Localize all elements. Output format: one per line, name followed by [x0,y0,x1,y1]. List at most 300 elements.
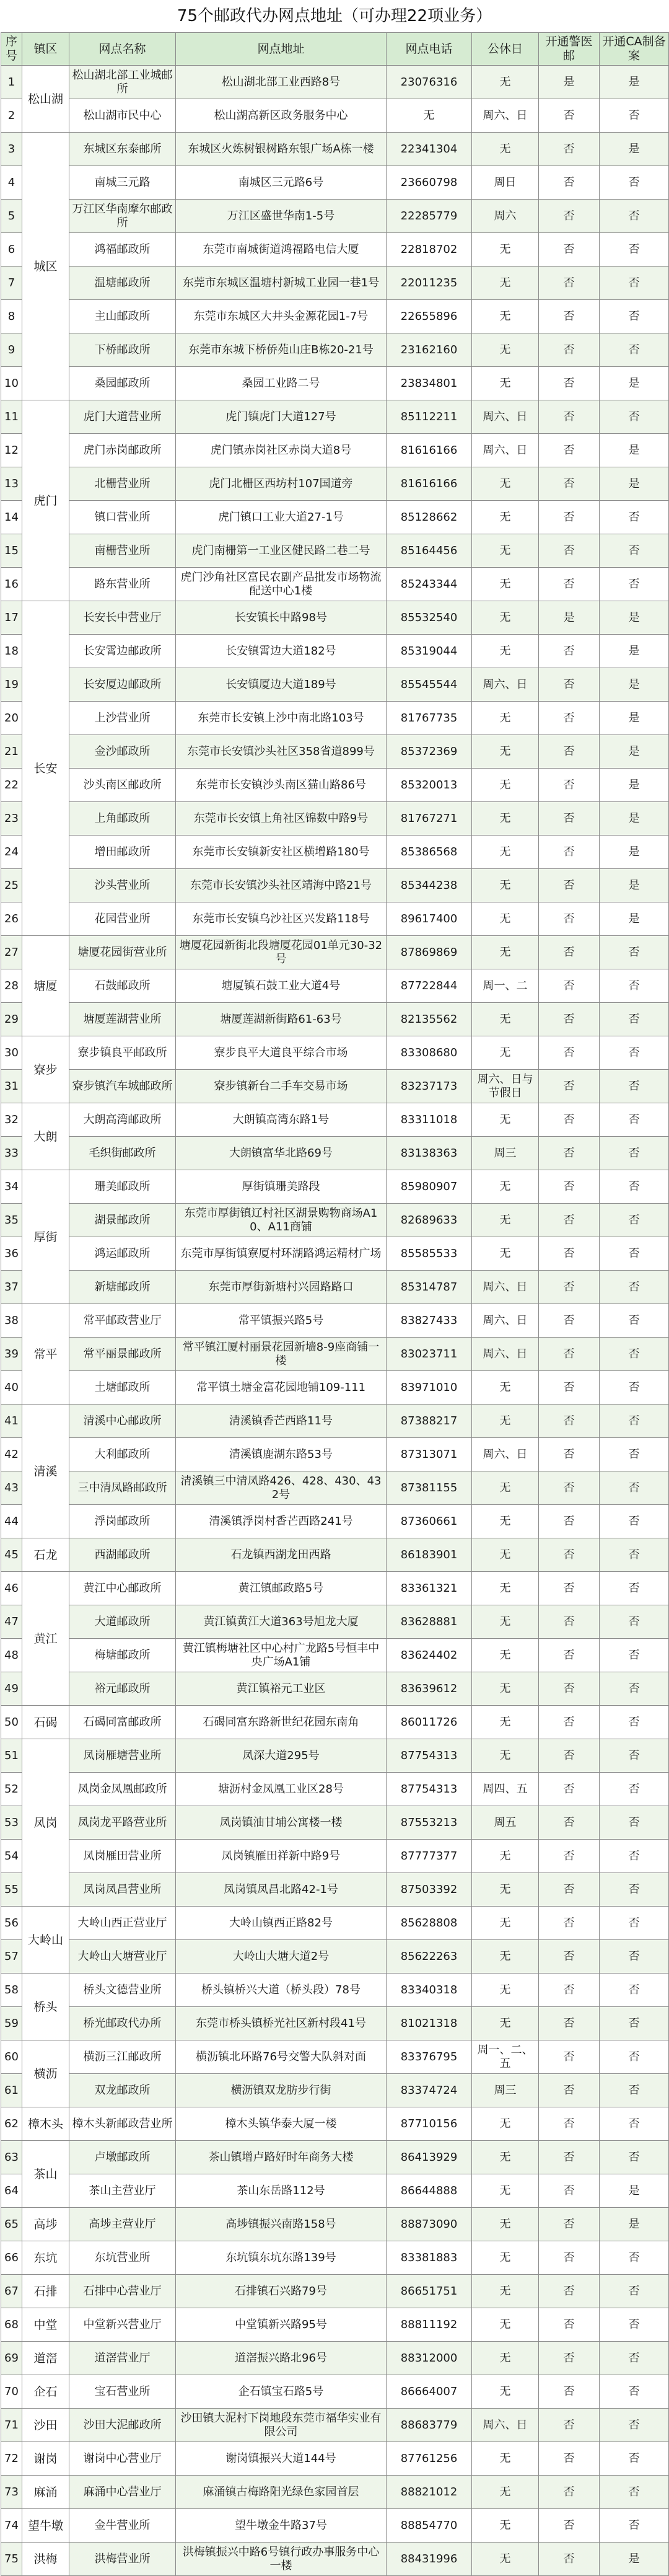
cell-phone: 86011726 [387,1706,472,1739]
cell-phone: 88821012 [387,2476,472,2509]
cell-ca-filing: 是 [600,635,669,668]
cell-police-medical-post: 否 [539,769,600,802]
cell-outlet-name: 洪梅营业所 [69,2543,176,2576]
cell-outlet-name: 桥头文德营业所 [69,1974,176,2007]
cell-ca-filing: 是 [600,702,669,735]
cell-address: 大岭山大塘大道2号 [176,1940,387,1974]
cell-ca-filing: 否 [600,2375,669,2409]
cell-seq: 53 [1,1806,22,1840]
cell-address: 塘厦镇石鼓工业大道4号 [176,969,387,1003]
cell-closed-days: 无 [472,2275,539,2308]
cell-closed-days: 无 [472,1405,539,1438]
cell-seq: 13 [1,467,22,501]
cell-ca-filing: 否 [600,1806,669,1840]
cell-police-medical-post: 否 [539,133,600,166]
cell-outlet-name: 横沥三江邮政所 [69,2040,176,2074]
cell-phone: 22341304 [387,133,472,166]
cell-seq: 15 [1,534,22,568]
cell-address: 东莞市桥头镇桥光社区新村段41号 [176,2007,387,2040]
cell-outlet-name: 毛织街邮政所 [69,1137,176,1170]
cell-police-medical-post: 否 [539,267,600,300]
cell-seq: 60 [1,2040,22,2074]
cell-closed-days: 周六、日 [472,668,539,702]
cell-seq: 30 [1,1036,22,1070]
table-row [1,2409,669,2442]
cell-closed-days: 无 [472,267,539,300]
cell-seq: 14 [1,501,22,534]
cell-phone: 83971010 [387,1371,472,1405]
table-row [1,902,669,936]
table-row [1,735,669,769]
cell-seq: 47 [1,1605,22,1639]
cell-closed-days: 无 [472,2174,539,2208]
cell-closed-days: 无 [472,233,539,267]
table-row [1,434,669,467]
cell-address: 南城区三元路6号 [176,166,387,200]
cell-phone: 23834801 [387,367,472,400]
cell-address: 东莞市长安镇上沙中南北路103号 [176,702,387,735]
cell-outlet-name: 松山湖北部工业城邮所 [69,66,176,99]
cell-phone: 85164456 [387,534,472,568]
cell-ca-filing: 是 [600,133,669,166]
cell-phone: 85532540 [387,601,472,635]
header-closed-days: 公休日 [472,33,539,66]
cell-seq: 70 [1,2375,22,2409]
cell-police-medical-post: 否 [539,702,600,735]
cell-ca-filing: 否 [600,2007,669,2040]
cell-outlet-name: 石鼓邮政所 [69,969,176,1003]
table-row [1,2308,669,2342]
cell-ca-filing: 否 [600,1639,669,1672]
cell-outlet-name: 东城区东泰邮所 [69,133,176,166]
cell-seq: 44 [1,1505,22,1538]
cell-closed-days: 无 [472,2007,539,2040]
cell-seq: 26 [1,902,22,936]
cell-ca-filing: 否 [600,1605,669,1639]
cell-police-medical-post: 否 [539,836,600,869]
cell-seq: 18 [1,635,22,668]
table-row [1,1940,669,1974]
cell-closed-days: 无 [472,1639,539,1672]
cell-ca-filing: 否 [600,1840,669,1873]
cell-police-medical-post: 否 [539,1840,600,1873]
cell-phone: 83138363 [387,1137,472,1170]
cell-ca-filing: 否 [600,2308,669,2342]
cell-police-medical-post: 否 [539,1806,600,1840]
cell-ca-filing: 否 [600,1271,669,1304]
cell-outlet-name: 土塘邮政所 [69,1371,176,1405]
cell-seq: 67 [1,2275,22,2308]
cell-ca-filing: 否 [600,200,669,233]
cell-outlet-name: 大朗高湾邮政所 [69,1103,176,1137]
cell-police-medical-post: 否 [539,1505,600,1538]
cell-address: 虎门南栅第一工业区健民路二巷二号 [176,534,387,568]
cell-district: 茶山 [22,2141,69,2208]
cell-phone: 87722844 [387,969,472,1003]
cell-police-medical-post: 否 [539,2107,600,2141]
cell-seq: 38 [1,1304,22,1338]
cell-address: 黄江镇裕元工业区 [176,1672,387,1706]
table-row [1,1137,669,1170]
cell-phone: 22655896 [387,300,472,333]
cell-phone: 85243344 [387,568,472,601]
cell-ca-filing: 否 [600,1974,669,2007]
cell-closed-days: 无 [472,1505,539,1538]
cell-phone: 22818702 [387,233,472,267]
cell-phone: 83340318 [387,1974,472,2007]
cell-outlet-name: 塘厦花园街营业所 [69,936,176,969]
cell-address: 东莞市厚街镇寮厦村环湖路鸿运精材广场 [176,1237,387,1271]
cell-district: 大岭山 [22,1907,69,1974]
cell-address: 东莞市东城区大井头金源花园1-7号 [176,300,387,333]
cell-phone: 85128662 [387,501,472,534]
cell-district: 樟木头 [22,2107,69,2141]
table-row [1,2040,669,2074]
cell-police-medical-post: 否 [539,2208,600,2241]
cell-police-medical-post: 否 [539,534,600,568]
cell-ca-filing: 否 [600,1003,669,1036]
cell-outlet-name: 长安霄边邮政所 [69,635,176,668]
cell-district: 大朗 [22,1103,69,1170]
cell-phone: 81767271 [387,802,472,836]
cell-outlet-name: 镇口营业所 [69,501,176,534]
table-row [1,2342,669,2375]
cell-seq: 64 [1,2174,22,2208]
cell-police-medical-post: 否 [539,400,600,434]
cell-outlet-name: 鸿运邮政所 [69,1237,176,1271]
cell-district: 企石 [22,2375,69,2409]
cell-ca-filing: 否 [600,1438,669,1471]
cell-seq: 61 [1,2074,22,2107]
cell-closed-days: 周六、日 [472,1438,539,1471]
cell-phone: 88683779 [387,2409,472,2442]
cell-police-medical-post: 否 [539,1137,600,1170]
cell-police-medical-post: 否 [539,1271,600,1304]
table-row [1,1672,669,1706]
cell-closed-days: 无 [472,836,539,869]
cell-police-medical-post: 否 [539,1873,600,1907]
cell-closed-days: 周六、日 [472,400,539,434]
table-row [1,300,669,333]
cell-phone: 无 [387,99,472,133]
cell-address: 横沥镇双龙肪步行街 [176,2074,387,2107]
table-row [1,1840,669,1873]
cell-phone: 88854770 [387,2509,472,2543]
cell-seq: 65 [1,2208,22,2241]
cell-address: 东莞市东城区温塘村新城工业园一巷1号 [176,267,387,300]
cell-police-medical-post: 否 [539,2007,600,2040]
table-row [1,1438,669,1471]
cell-outlet-name: 西湖邮政所 [69,1538,176,1572]
cell-closed-days: 无 [472,769,539,802]
cell-outlet-name: 塘厦莲湖营业所 [69,1003,176,1036]
cell-outlet-name: 凤岗凤昌营业所 [69,1873,176,1907]
cell-district: 厚街 [22,1170,69,1304]
cell-district: 高埗 [22,2208,69,2241]
cell-outlet-name: 凤岗雁塘营业所 [69,1739,176,1773]
cell-police-medical-post: 否 [539,668,600,702]
cell-ca-filing: 否 [600,1137,669,1170]
cell-seq: 58 [1,1974,22,2007]
table-row [1,400,669,434]
table-row [1,1204,669,1237]
cell-address: 中堂镇新兴路95号 [176,2308,387,2342]
table-row [1,936,669,969]
cell-phone: 87761256 [387,2442,472,2476]
cell-outlet-name: 高埗主营业厅 [69,2208,176,2241]
table-row [1,267,669,300]
cell-outlet-name: 长安厦边邮政所 [69,668,176,702]
cell-ca-filing: 否 [600,2342,669,2375]
cell-phone: 83624402 [387,1639,472,1672]
cell-police-medical-post: 否 [539,635,600,668]
cell-closed-days: 无 [472,1873,539,1907]
cell-ca-filing: 否 [600,1739,669,1773]
cell-ca-filing: 否 [600,1505,669,1538]
cell-closed-days: 无 [472,635,539,668]
cell-seq: 73 [1,2476,22,2509]
cell-police-medical-post: 否 [539,2141,600,2174]
cell-phone: 83827433 [387,1304,472,1338]
table-row [1,836,669,869]
cell-police-medical-post: 否 [539,1639,600,1672]
cell-phone: 87777377 [387,1840,472,1873]
cell-police-medical-post: 否 [539,1773,600,1806]
cell-closed-days: 无 [472,2141,539,2174]
cell-ca-filing: 否 [600,1338,669,1371]
cell-seq: 31 [1,1070,22,1103]
table-row [1,2107,669,2141]
cell-seq: 42 [1,1438,22,1471]
cell-address: 凤岗镇凤昌北路42-1号 [176,1873,387,1907]
cell-address: 清溪镇鹿湖东路53号 [176,1438,387,1471]
table-row [1,568,669,601]
cell-closed-days: 周六、日 [472,1271,539,1304]
cell-seq: 75 [1,2543,22,2576]
cell-outlet-name: 沙头营业所 [69,869,176,902]
table-row [1,1572,669,1605]
cell-address: 寮步良平大道良平综合市场 [176,1036,387,1070]
cell-police-medical-post: 否 [539,2275,600,2308]
cell-ca-filing: 否 [600,1070,669,1103]
cell-address: 虎门北栅区西坊村107国道旁 [176,467,387,501]
cell-seq: 69 [1,2342,22,2375]
cell-outlet-name: 东坑营业所 [69,2241,176,2275]
cell-seq: 4 [1,166,22,200]
cell-ca-filing: 否 [600,1471,669,1505]
cell-police-medical-post: 否 [539,1438,600,1471]
cell-outlet-name: 常平邮政营业厅 [69,1304,176,1338]
table-row [1,1003,669,1036]
cell-outlet-name: 大岭山西正营业厅 [69,1907,176,1940]
cell-district: 沙田 [22,2409,69,2442]
cell-ca-filing: 是 [600,434,669,467]
cell-seq: 19 [1,668,22,702]
cell-seq: 11 [1,400,22,434]
cell-ca-filing: 否 [600,501,669,534]
cell-outlet-name: 增田邮政所 [69,836,176,869]
cell-seq: 56 [1,1907,22,1940]
cell-seq: 63 [1,2141,22,2174]
cell-seq: 9 [1,333,22,367]
cell-district: 石龙 [22,1538,69,1572]
cell-ca-filing: 否 [600,1405,669,1438]
cell-address: 凤岗镇油甘埔公寓楼一楼 [176,1806,387,1840]
cell-seq: 34 [1,1170,22,1204]
cell-address: 东莞市长安镇沙头社区靖海中路21号 [176,869,387,902]
cell-outlet-name: 长安长中营业厅 [69,601,176,635]
cell-address: 清溪镇香芒西路11号 [176,1405,387,1438]
table-row [1,601,669,635]
cell-phone: 83628881 [387,1605,472,1639]
cell-police-medical-post: 否 [539,2375,600,2409]
cell-ca-filing: 否 [600,936,669,969]
cell-address: 常平镇江厦村丽景花园新墙8-9座商铺一楼 [176,1338,387,1371]
cell-outlet-name: 凤岗雁田营业所 [69,1840,176,1873]
table-row [1,1505,669,1538]
cell-outlet-name: 宝石营业所 [69,2375,176,2409]
cell-closed-days: 周六、日 [472,2409,539,2442]
table-row [1,467,669,501]
cell-district: 望牛墩 [22,2509,69,2543]
cell-closed-days: 无 [472,2241,539,2275]
cell-address: 桥头镇桥兴大道（桥头段）78号 [176,1974,387,2007]
cell-seq: 23 [1,802,22,836]
cell-phone: 23076316 [387,66,472,99]
cell-police-medical-post: 否 [539,1974,600,2007]
table-row [1,133,669,166]
post-office-table [1,32,669,2576]
cell-police-medical-post: 是 [539,601,600,635]
cell-seq: 62 [1,2107,22,2141]
cell-district: 常平 [22,1304,69,1405]
cell-phone: 22285779 [387,200,472,233]
cell-closed-days: 周一、二、五 [472,2040,539,2074]
cell-police-medical-post: 否 [539,1706,600,1739]
cell-phone: 85980907 [387,1170,472,1204]
cell-police-medical-post: 否 [539,2509,600,2543]
cell-address: 东莞市厚街新塘村兴园路路口 [176,1271,387,1304]
cell-address: 长安镇厦边大道189号 [176,668,387,702]
cell-phone: 87754313 [387,1773,472,1806]
table-row [1,1706,669,1739]
cell-ca-filing: 否 [600,2275,669,2308]
cell-police-medical-post: 否 [539,1471,600,1505]
table-row [1,367,669,400]
cell-address: 桑园工业路二号 [176,367,387,400]
cell-outlet-name: 温塘邮政所 [69,267,176,300]
cell-seq: 3 [1,133,22,166]
cell-address: 虎门镇虎门大道127号 [176,400,387,434]
table-row [1,2375,669,2409]
header-ca-filing: 开通CA制备案 [600,33,669,66]
cell-address: 高埗镇振兴南路158号 [176,2208,387,2241]
table-row [1,333,669,367]
cell-outlet-name: 下桥邮政所 [69,333,176,367]
cell-closed-days: 无 [472,501,539,534]
cell-phone: 85386568 [387,836,472,869]
cell-phone: 81616166 [387,467,472,501]
cell-outlet-name: 主山邮政所 [69,300,176,333]
cell-district: 松山湖 [22,66,69,133]
cell-district: 塘厦 [22,936,69,1036]
cell-ca-filing: 是 [600,467,669,501]
cell-closed-days: 无 [472,1471,539,1505]
cell-ca-filing: 否 [600,2476,669,2509]
cell-ca-filing: 否 [600,1672,669,1706]
cell-police-medical-post: 否 [539,1572,600,1605]
cell-outlet-name: 梅塘邮政所 [69,1639,176,1672]
cell-ca-filing: 是 [600,836,669,869]
cell-outlet-name: 珊美邮政所 [69,1170,176,1204]
cell-seq: 52 [1,1773,22,1806]
table-row [1,501,669,534]
cell-outlet-name: 金沙邮政所 [69,735,176,769]
cell-district: 石碣 [22,1706,69,1739]
cell-seq: 71 [1,2409,22,2442]
cell-seq: 12 [1,434,22,467]
cell-phone: 83381883 [387,2241,472,2275]
cell-ca-filing: 否 [600,1204,669,1237]
cell-outlet-name: 黄江中心邮政所 [69,1572,176,1605]
cell-outlet-name: 虎门大道营业所 [69,400,176,434]
cell-closed-days: 无 [472,534,539,568]
cell-ca-filing: 否 [600,99,669,133]
cell-closed-days: 无 [472,1204,539,1237]
cell-phone: 87710156 [387,2107,472,2141]
cell-closed-days: 无 [472,735,539,769]
cell-police-medical-post: 否 [539,200,600,233]
cell-district: 清溪 [22,1405,69,1538]
cell-seq: 74 [1,2509,22,2543]
cell-closed-days: 无 [472,702,539,735]
cell-address: 常平镇振兴路5号 [176,1304,387,1338]
cell-closed-days: 无 [472,1003,539,1036]
table-row [1,534,669,568]
cell-address: 洪梅镇振兴中路6号镇行政办事服务中心一楼 [176,2543,387,2576]
cell-ca-filing: 否 [600,2409,669,2442]
table-row [1,1739,669,1773]
cell-closed-days: 无 [472,1036,539,1070]
header-row [1,33,669,66]
table-row [1,702,669,735]
cell-seq: 72 [1,2442,22,2476]
cell-district: 长安 [22,601,69,936]
cell-phone: 83374724 [387,2074,472,2107]
cell-phone: 83237173 [387,1070,472,1103]
cell-address: 东莞市长安镇新安社区横增路180号 [176,836,387,869]
cell-address: 塘沥村金凤凰工业区28号 [176,1773,387,1806]
cell-closed-days: 无 [472,568,539,601]
cell-ca-filing: 是 [600,601,669,635]
header-outlet-name: 网点名称 [69,33,176,66]
cell-seq: 40 [1,1371,22,1405]
table-row [1,233,669,267]
cell-ca-filing: 是 [600,367,669,400]
cell-police-medical-post: 否 [539,802,600,836]
cell-phone: 85320013 [387,769,472,802]
cell-seq: 55 [1,1873,22,1907]
cell-ca-filing: 否 [600,1170,669,1204]
cell-ca-filing: 是 [600,802,669,836]
cell-district: 虎门 [22,400,69,601]
cell-police-medical-post: 否 [539,2476,600,2509]
cell-outlet-name: 卢墩邮政所 [69,2141,176,2174]
cell-phone: 82135562 [387,1003,472,1036]
cell-ca-filing: 否 [600,2074,669,2107]
table-row [1,1471,669,1505]
cell-ca-filing: 否 [600,568,669,601]
